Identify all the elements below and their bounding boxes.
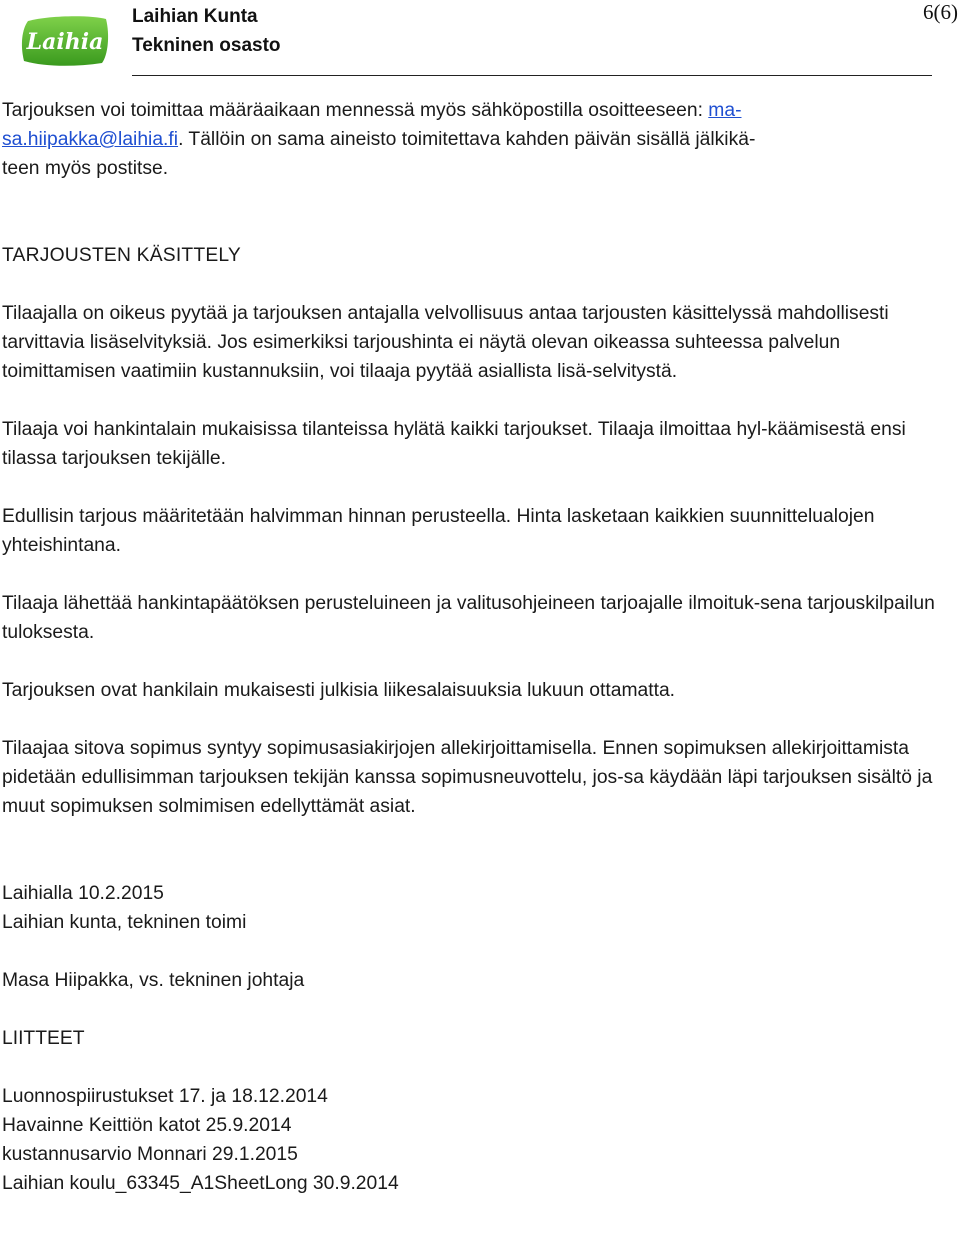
attachment-item: kustannusarvio Monnari 29.1.2015 — [2, 1144, 298, 1165]
laihia-logo — [20, 15, 110, 67]
intro-text-1: Tarjouksen voi toimittaa määräaikaan mennessä myös sähköpostilla osoitteeseen: — [2, 100, 709, 121]
body-paragraph-4: Tilaaja lähettää hankintapäätöksen perusteluineen ja valitusohjeineen tarjoajalle ilmoituk-sena tarjouskilpailun tuloksesta. — [2, 593, 935, 643]
attachment-item: Luonnospiirustukset 17. ja 18.12.2014 — [2, 1086, 328, 1107]
header-divider — [132, 75, 932, 76]
intro-text-3: teen myös postitse. — [2, 158, 169, 179]
attachment-item: Havainne Keittiön katot 25.9.2014 — [2, 1115, 292, 1136]
signature-signer: Masa Hiipakka, vs. tekninen johtaja — [2, 970, 305, 991]
email-link[interactable]: sa.hiipakka@laihia.fi — [2, 129, 179, 150]
body-paragraph-5: Tarjouksen ovat hankilain mukaisesti julkisia liikesalaisuuksia lukuun ottamatta. — [2, 680, 676, 701]
attachments-heading: LIITTEET — [2, 1028, 85, 1049]
signature-organization: Laihian kunta, tekninen toimi — [2, 912, 247, 933]
body-paragraph-6: Tilaajaa sitova sopimus syntyy sopimusasiakirjojen allekirjoittamisella. Ennen sopimuksen allekirjoittamista pidetään edullisimman tarjouksen tekijän kanssa sopimusneuvottelu, jos-sa käydään läpi tarjouksen sisältö ja muut sopimuksen solmimisen edellyttämät asiat. — [2, 738, 933, 817]
signature-place-date: Laihialla 10.2.2015 — [2, 883, 164, 904]
body-paragraph-2: Tilaaja voi hankintalain mukaisissa tilanteissa hylätä kaikki tarjoukset. Tilaaja ilmoittaa hyl-käämisestä ensi tilassa tarjouksen tekijälle. — [2, 419, 906, 469]
email-link-part-1[interactable]: ma- — [708, 100, 742, 121]
svg-text:Laihia: Laihia — [26, 29, 104, 55]
body-paragraph-1: Tilaajalla on oikeus pyytää ja tarjouksen antajalla velvollisuus antaa tarjousten käsittelyssä mahdollisesti tarvittavia lisäselvityksiä. Jos esimerkiksi tarjoushinta ei näytä olevan oikeassa suhteessa palvelun toimittamisen vaatimiin kustannuksiin, voi tilaaja pyytää asiallista lisä-selvitystä. — [2, 303, 889, 382]
page-header — [0, 0, 960, 80]
department-name: Tekninen osasto — [132, 35, 281, 56]
attachments-list — [2, 1082, 952, 1198]
document-body — [2, 96, 952, 1198]
attachment-item: Laihian koulu_63345_A1SheetLong 30.9.2014 — [2, 1173, 399, 1194]
intro-paragraph — [2, 96, 952, 183]
intro-text-2: . Tällöin on sama aineisto toimitettava kahden päivän sisällä jälkikä- — [178, 129, 756, 150]
section-heading: TARJOUSTEN KÄSITTELY — [2, 245, 241, 266]
body-paragraph-3: Edullisin tarjous määritetään halvimman hinnan perusteella. Hinta lasketaan kaikkien suunnittelualojen yhteishintana. — [2, 506, 875, 556]
header-org-block — [132, 2, 281, 60]
page-number: 6(6) — [923, 0, 958, 24]
org-name: Laihian Kunta — [132, 6, 258, 27]
